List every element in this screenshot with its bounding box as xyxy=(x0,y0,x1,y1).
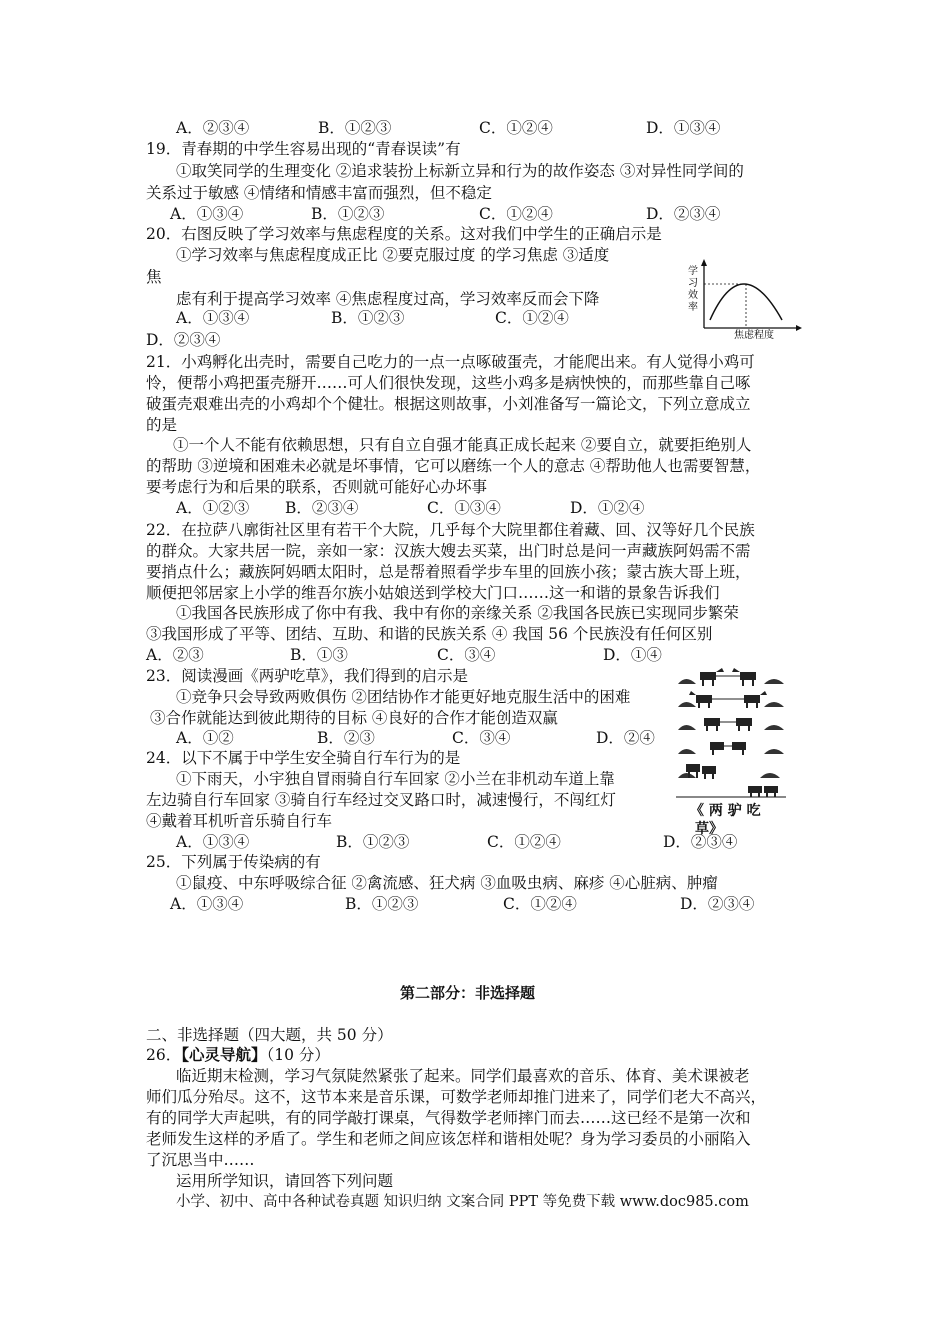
q25-stem: 25．下列属于传染病的有 xyxy=(146,853,321,871)
q20-line: 虑有利于提高学习效率 ④焦虑程度过高，学习效率反而会下降 xyxy=(176,290,600,308)
q21-line: 怜，便帮小鸡把蛋壳掰开……可人们很快发现，这些小鸡多是病怏怏的，而那些靠自己啄 xyxy=(146,374,751,392)
q24-line: 左边骑自行车回家 ③骑自行车经过交叉路口时，减速慢行，不闯红灯 xyxy=(146,791,616,809)
q21-line: 的帮助 ③逆境和困难未必就是坏事情，它可以磨练一个人的意志 ④帮助他人也需要智慧， xyxy=(146,457,761,475)
q20-option-a: A．①③④ xyxy=(176,309,250,327)
q22-line: 的群众。大家共居一院，亲如一家：汉族大嫂去买菜，出门时总是问一声藏族阿妈需不需 xyxy=(146,542,751,560)
q24-line: ①下雨天，小宇独自冒雨骑自行车回家 ②小兰在非机动车道上靠 xyxy=(176,770,615,788)
q18-option-a: A．②③④ xyxy=(176,119,250,137)
q20-ylabel-1: 学 xyxy=(688,266,698,277)
q26-prompt: 运用所学知识，请回答下列问题 xyxy=(176,1172,394,1190)
q26-passage-line: 临近期末检测，学习气氛陡然紧张了起来。同学们最喜欢的音乐、体育、美术课被老 xyxy=(176,1067,750,1085)
q20-line: 焦 xyxy=(146,268,162,286)
q18-option-b: B．①②③ xyxy=(318,119,392,137)
q22-stem: 22．在拉萨八廓街社区里有若干个大院，几乎每个大院里都住着藏、回、汉等好几个民族 xyxy=(146,521,755,539)
q19-option-a: A．①③④ xyxy=(170,205,244,223)
q24-option-b: B．①②③ xyxy=(336,833,410,851)
q22-option-d: D．①④ xyxy=(603,646,662,664)
q26-score: （10 分） xyxy=(266,1046,330,1064)
cartoon-panel-1 xyxy=(678,668,784,686)
q24-line: ④戴着耳机听音乐骑自行车 xyxy=(146,812,333,830)
q21-line: 破蛋壳艰难出壳的小鸡却个个健壮。根据这则故事，小刘准备写一篇论文，下列立意成立 xyxy=(146,395,751,413)
q23-stem: 23．阅读漫画《两驴吃草》，我们得到的启示是 xyxy=(146,667,468,685)
q25-option-c: C．①②④ xyxy=(503,895,577,913)
q22-option-a: A．②③ xyxy=(146,646,204,664)
q20-stem: 20．右图反映了学习效率与焦虑程度的关系。这对我们中学生的正确启示是 xyxy=(146,225,662,243)
q20-option-d: D．②③④ xyxy=(146,331,221,349)
q19-line: ①取笑同学的生理变化 ②追求装扮上标新立异和行为的故作姿态 ③对异性同学间的 xyxy=(176,162,744,180)
q23-line: ①竞争只会导致两败俱伤 ②团结协作才能更好地克服生活中的困难 xyxy=(176,688,631,706)
q20-ylabel-3: 效 xyxy=(688,290,698,301)
q24-stem: 24．以下不属于中学生安全骑自行车行为的是 xyxy=(146,749,461,767)
q21-line: 的是 xyxy=(146,416,178,434)
q20-figure xyxy=(684,258,804,340)
q20-y-arrow xyxy=(701,259,707,266)
q25-option-a: A．①③④ xyxy=(170,895,244,913)
q20-ylabel-2: 习 xyxy=(688,278,698,289)
q22-line: 顺便把邻居家上小学的维吾尔族小姑娘送到学校大门口……这一和谐的景象告诉我们 xyxy=(146,584,720,602)
q22-line: 要捎点什么；藏族阿妈晒太阳时，总是帮着照看学步车里的回族小孩；蒙古族大哥上班， xyxy=(146,563,751,581)
q19-option-d: D．②③④ xyxy=(646,205,721,223)
q21-option-c: C．①③④ xyxy=(427,499,501,517)
q20-xlabel: 焦虑程度 xyxy=(734,330,774,340)
cartoon-panel-3 xyxy=(678,718,784,731)
q22-option-c: C．③④ xyxy=(437,646,496,664)
cartoon-panel-4 xyxy=(678,742,784,755)
q19-option-c: C．①②④ xyxy=(479,205,553,223)
q18-option-d: D．①③④ xyxy=(646,119,721,137)
q20-ylabel-4: 率 xyxy=(688,302,698,313)
q18-option-c: C．①②④ xyxy=(479,119,553,137)
q23-option-d: D．②④ xyxy=(596,729,655,747)
q20-option-c: C．①②④ xyxy=(495,309,569,327)
q19-option-b: B．①②③ xyxy=(311,205,385,223)
q19-line: 关系过于敏感 ④情绪和情感丰富而强烈，但不稳定 xyxy=(146,184,492,202)
q23-option-c: C．③④ xyxy=(452,729,511,747)
q21-line: 要考虑行为和后果的联系，否则就可能好心办坏事 xyxy=(146,478,488,496)
q21-option-a: A．①②③ xyxy=(176,499,250,517)
q26-title: 【心灵导航】 xyxy=(181,1046,267,1064)
q25-option-b: B．①②③ xyxy=(345,895,419,913)
cartoon-panel-2 xyxy=(678,691,784,708)
q19-stem: 19．青春期的中学生容易出现的“青春误读”有 xyxy=(146,140,461,158)
q25-line: ①鼠疫、中东呼吸综合征 ②禽流感、狂犬病 ③血吸虫病、麻疹 ④心脏病、肿瘤 xyxy=(176,874,718,892)
part2-heading: 第二部分：非选择题 xyxy=(400,984,536,1002)
q25-option-d: D．②③④ xyxy=(680,895,755,913)
cartoon-caption: 《 两 驴 吃 xyxy=(690,803,761,819)
page-footer: 小学、初中、高中各种试卷真题 知识归纳 文案合同 PPT 等免费下载 www.doc985.com xyxy=(176,1194,749,1210)
cartoon-panel-6 xyxy=(676,786,786,798)
q26-passage-line: 了沉思当中…… xyxy=(146,1151,255,1169)
two-donkeys-cartoon xyxy=(676,662,786,802)
q26-number: 26． xyxy=(146,1046,182,1064)
q23-option-b: B．②③ xyxy=(317,729,375,747)
q24-option-d: D．②③④ xyxy=(663,833,738,851)
q26-header xyxy=(146,1045,330,1065)
q23-option-a: A．①② xyxy=(176,729,234,747)
q21-stem: 21．小鸡孵化出壳时，需要自己吃力的一点一点啄破蛋壳，才能爬出来。有人觉得小鸡可 xyxy=(146,353,755,371)
cartoon-panel-5 xyxy=(678,764,780,779)
q26-passage-line: 有的同学大声起哄，有的同学敲打课桌，气得数学老师摔门而去……这已经不是第一次和 xyxy=(146,1109,751,1127)
q21-line: ①一个人不能有依赖思想，只有自立自强才能真正成长起来 ②要自立，就要拒绝别人 xyxy=(173,436,752,454)
q26-passage-line: 师们瓜分殆尽。这不，这节本来是音乐课，可数学老师却推门进来了，同学们老大不高兴， xyxy=(146,1088,767,1106)
q24-option-c: C．①②④ xyxy=(487,833,561,851)
part2-section-title: 二、非选择题（四大题，共 50 分） xyxy=(146,1026,393,1044)
q23-line: ③合作就能达到彼此期待的目标 ④良好的合作才能创造双赢 xyxy=(150,709,558,727)
q26-passage-line: 老师发生这样的矛盾了。学生和老师之间应该怎样和谐相处呢？身为学习委员的小丽陷入 xyxy=(146,1130,751,1148)
q20-option-b: B．①②③ xyxy=(331,309,405,327)
q21-option-d: D．①②④ xyxy=(570,499,645,517)
q22-option-b: B．①③ xyxy=(290,646,348,664)
q20-line: ①学习效率与焦虑程度成正比 ②要克服过度 的学习焦虑 ③适度 xyxy=(176,246,610,264)
q22-line: ③我国形成了平等、团结、互助、和谐的民族关系 ④ 我国 56 个民族没有任何区别 xyxy=(146,625,713,643)
q24-option-a: A．①③④ xyxy=(176,833,250,851)
cartoon-caption-cont: 草》 xyxy=(695,821,723,837)
q20-x-arrow xyxy=(796,325,802,331)
q21-option-b: B．②③④ xyxy=(285,499,359,517)
q22-line: ①我国各民族形成了你中有我、我中有你的亲缘关系 ②我国各民族已实现同步繁荣 xyxy=(176,604,739,622)
